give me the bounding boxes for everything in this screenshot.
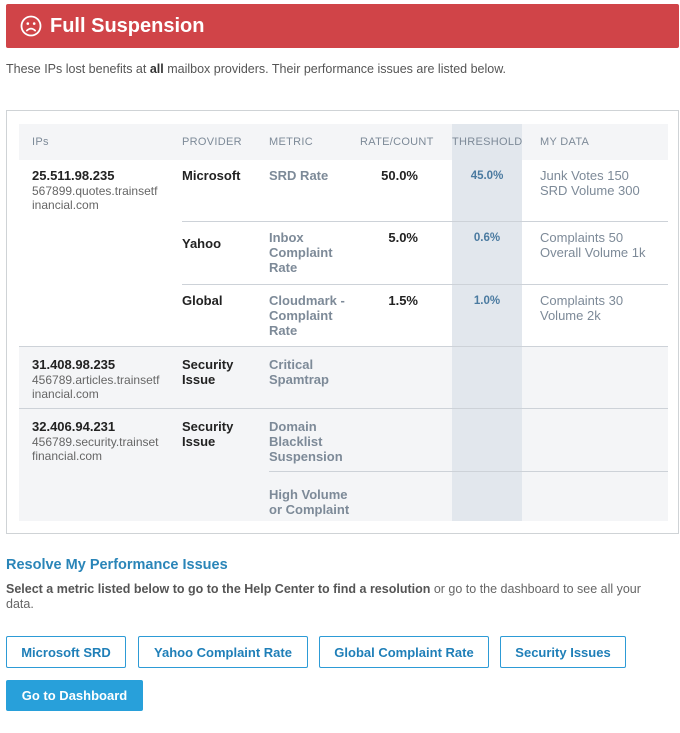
- my-data: Complaints 50 Overall Volume 1k: [540, 230, 646, 260]
- threshold-value: 0.6%: [473, 232, 501, 244]
- header-provider: PROVIDER: [182, 136, 242, 148]
- provider-microsoft: Microsoft: [182, 168, 241, 183]
- header-mydata: MY DATA: [540, 136, 590, 148]
- yahoo-complaint-rate-button[interactable]: Yahoo Complaint Rate: [138, 636, 308, 668]
- resolve-description: Select a metric listed below to go to the Help Center to find a resolution or go to the dashboard to see all your data.: [6, 582, 641, 611]
- metric-high-volume-or-complaint: High Volume or Complaint: [269, 487, 350, 517]
- ip-entry: [32, 357, 160, 401]
- rate-value: 50.0%: [381, 168, 418, 183]
- header-threshold: THRESHOLD: [452, 136, 523, 148]
- global-complaint-rate-button[interactable]: Global Complaint Rate: [319, 636, 489, 668]
- threshold-value: 45.0%: [470, 170, 504, 182]
- metric-inbox-complaint-rate: Inbox Complaint Rate: [269, 230, 333, 275]
- rate-value: 5.0%: [388, 230, 418, 245]
- ip-hostname: 567899.quotes.trainsetfinancial.com: [32, 184, 158, 212]
- provider-security-issue: Security Issue: [182, 357, 234, 387]
- provider-global: Global: [182, 293, 223, 308]
- resolve-title: Resolve My Performance Issues: [6, 557, 228, 573]
- ip-address: 25.511.98.235: [32, 168, 115, 183]
- metric-cloudmark-complaint-rate: Cloudmark - Complaint Rate: [269, 293, 345, 338]
- ip-entry: [32, 419, 160, 463]
- go-to-dashboard-button[interactable]: Go to Dashboard: [6, 680, 143, 711]
- ip-hostname: 456789.articles.trainsetfinancial.com: [32, 373, 160, 401]
- metric-srd-rate: SRD Rate: [269, 168, 329, 183]
- header-rate: RATE/COUNT: [360, 136, 434, 148]
- my-data: Complaints 30 Volume 2k: [540, 293, 624, 323]
- full-suspension-banner: [6, 4, 679, 48]
- ip-address: 32.406.94.231: [32, 419, 116, 434]
- sad-face-icon: [20, 15, 42, 37]
- ip-address: 31.408.98.235: [32, 357, 116, 372]
- banner-title: Full Suspension: [50, 14, 205, 37]
- issues-table: [19, 124, 668, 521]
- row-divider: [269, 471, 668, 472]
- header-metric: METRIC: [269, 136, 313, 148]
- group-divider: [19, 346, 668, 347]
- group-divider: [19, 408, 668, 409]
- ip-hostname: 456789.security.trainsetfinancial.com: [32, 435, 159, 463]
- microsoft-srd-button[interactable]: Microsoft SRD: [6, 636, 126, 668]
- provider-yahoo: Yahoo: [182, 236, 222, 251]
- header-ips: IPs: [32, 136, 49, 148]
- metric-critical-spamtrap: Critical Spamtrap: [269, 357, 329, 387]
- ip-entry: [32, 168, 160, 212]
- row-divider: [182, 221, 668, 222]
- row-divider: [182, 284, 668, 285]
- provider-security-issue: Security Issue: [182, 419, 234, 449]
- intro-text: These IPs lost benefits at all mailbox providers. Their performance issues are listed below.: [6, 62, 507, 76]
- issues-panel: [6, 110, 679, 534]
- security-issues-button[interactable]: Security Issues: [500, 636, 626, 668]
- metric-domain-blacklist-suspension: Domain Blacklist Suspension: [269, 419, 343, 464]
- my-data: Junk Votes 150 SRD Volume 300: [540, 168, 640, 198]
- threshold-value: 1.0%: [473, 295, 501, 307]
- rate-value: 1.5%: [388, 293, 418, 308]
